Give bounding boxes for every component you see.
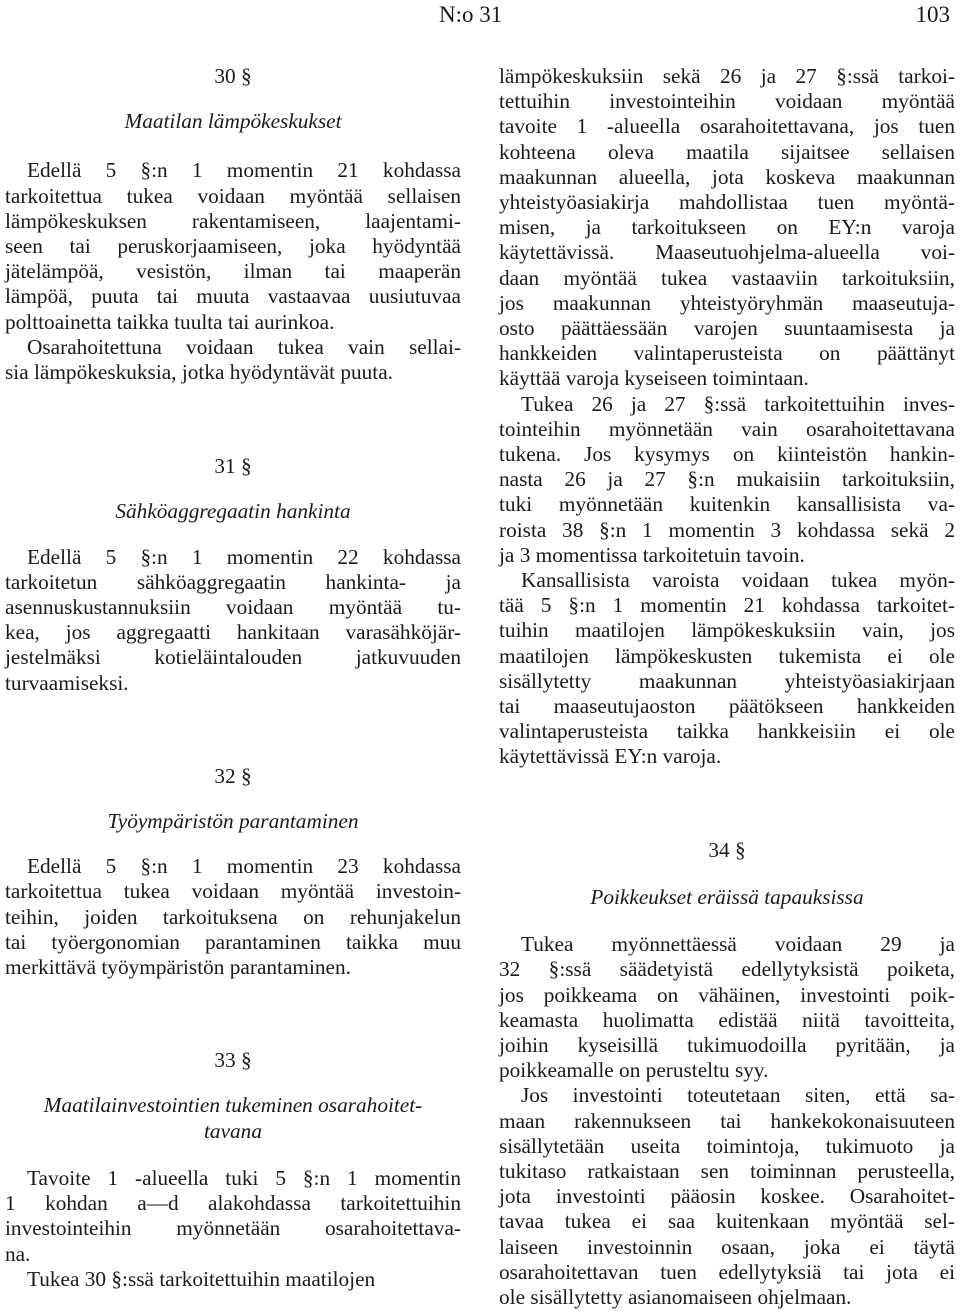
text-line: ja 3 momentissa tarkoitetuin tavoin. [499,542,805,567]
text-line: 1 kohdan a—d alakohdassa tarkoitettuihin [5,1191,461,1216]
section-30-number: 30 § [214,64,252,88]
text-line: lämpöä, puuta tai muuta vastaavaa uusiutuvaa [5,284,461,309]
text-line: osto päättäessään varojen suuntaamisesta ja [499,316,955,341]
section-33-paragraph-2 [5,1267,461,1292]
text-line: kea, jos aggregaatti hankitaan varasähköjär- [5,620,461,645]
right-column [499,64,955,1310]
section-33-title [5,1093,461,1143]
section-33-number: 33 § [214,1048,252,1073]
text-line: Osarahoitettuna voidaan tukea vain sellai- [27,334,461,359]
text-line: nasta 26 ja 27 §:n mukaisiin tarkoituksiin, [499,467,955,492]
text-line: Maatilainvestointien tukeminen osarahoitet- [43,1093,423,1118]
text-line: seen tai peruskorjaamiseen, joka hyödyntää [5,234,461,259]
text-line: roista 38 §:n 1 momentin 3 kohdassa sekä 2 [499,517,955,542]
text-line: na. [5,1241,31,1266]
text-line: tää 5 §:n 1 momentin 21 kohdassa tarkoitet- [499,593,955,618]
text-line: tukena. Jos kysymys on kiinteistön hankin- [499,442,955,467]
text-line: maatilojen lämpökeskusten tukemista ei ole [499,643,955,668]
section-34-number: 34 § [708,837,746,862]
text-line: Edellä 5 §:n 1 momentin 22 kohdassa [27,544,461,569]
section-32-number: 32 § [214,763,252,788]
text-line: tarkoitetun sähköaggregaatin hankinta- ja [5,569,461,594]
text-line: misen, ja tarkoitukseen on EY:n varoja [499,215,955,240]
text-line: daan myöntää tukea vastaaviin tarkoituksiin, [499,265,955,290]
text-line: tai maaseutujaoston päätökseen hankkeiden [499,694,955,719]
text-line: tointeihin myönnetään vain osarahoitettavana [499,416,955,441]
text-line: tarkoitettua tukea voidaan myöntää sellaisen [5,183,461,208]
continuation-paragraph-1 [499,64,955,392]
text-line: käytettävissä EY:n varoja. [499,744,722,769]
page-number: 103 [915,2,950,27]
text-line: keamasta huolimatta edistää niitä tavoitteita, [499,1007,955,1032]
section-32-title: Työympäristön parantaminen [107,809,359,834]
continuation-paragraph-2 [499,392,955,568]
text-line: tavoite 1 -alueella osarahoitettavana, jos tuen [499,114,955,139]
text-line: tai työergonomian parantaminen taikka muu [5,929,461,954]
section-34-paragraph-1 [499,932,955,1083]
section-31-number: 31 § [214,454,252,479]
text-line: investointeihin myönnetään osarahoitettava- [5,1216,461,1241]
section-30-paragraph-2 [5,335,461,385]
section-32-paragraph-1 [5,854,461,980]
text-line: teihin, joiden tarkoituksena on rehunjakelun [5,904,461,929]
text-line: osarahoitettavan tuen edellytyksiä tai jota ei [499,1259,955,1284]
text-line: ole sisällytetty asianomaiseen ohjelmaan. [499,1284,852,1309]
text-line: turvaamiseksi. [5,670,129,695]
text-line: Edellä 5 §:n 1 momentin 21 kohdassa [27,158,461,183]
text-line: tuki myönnetään kuitenkin kansallisista va- [499,492,955,517]
text-line: polttoainetta taikka tuulta tai aurinkoa. [5,309,335,334]
section-30-title: Maatilan lämpökeskukset [124,109,342,134]
text-line: Tukea 26 ja 27 §:ssä tarkoitettuihin inves- [521,391,955,416]
text-line: käytettävissä. Maaseutuohjelma-alueella voi- [499,240,955,265]
text-line: sisällytetään useita toimintoja, tukimuoto ja [499,1133,955,1158]
text-line: tavaa tukea ei saa kuitenkaan myöntää sel- [499,1209,955,1234]
text-line: jos maakunnan yhteistyöryhmän maaseutuja- [499,290,955,315]
text-line: lämpökeskuksiin sekä 26 ja 27 §:ssä tarkoi- [499,64,955,88]
text-line: sia lämpökeskuksia, jotka hyödyntävät puuta. [5,360,394,385]
left-column [5,64,461,1292]
text-line: kohteena oleva maatila sijaitsee sellaisen [499,139,955,164]
text-line: Kansallisista varoista voidaan tukea myön- [521,568,955,593]
text-line: yhteistyöasiakirja mahdollistaa tuen myöntä- [499,190,955,215]
text-line: Tavoite 1 -alueella tuki 5 §:n 1 momentin [27,1165,461,1190]
text-line: jos poikkeama on vähäinen, investointi poik- [499,982,955,1007]
text-line: merkittävä työympäristön parantaminen. [5,955,351,980]
text-line: maakunnan alueella, jota koskeva maakunnan [499,164,955,189]
text-line: tavana [204,1118,262,1143]
section-34-title: Poikkeukset eräissä tapauksissa [590,884,864,909]
text-line: hankkeiden valintaperusteista on päättänyt [499,341,955,366]
text-line: poikkeamalle on perusteltu syy. [499,1058,769,1083]
text-line: Jos investointi toteutetaan siten, että sa- [521,1083,955,1108]
text-line: asennuskustannuksiin voidaan myöntää tu- [5,595,461,620]
text-line: tukitaso ratkaistaan sen toiminnan perusteella, [499,1158,955,1183]
section-31-paragraph-1 [5,545,461,696]
text-line: valintaperusteista taikka hankkeisiin ei ole [499,719,955,744]
section-33-paragraph-1 [5,1166,461,1267]
text-line: tuihin maatilojen lämpökeskuksiin vain, jos [499,618,955,643]
text-line: maan rakennukseen tai hankekokonaisuuteen [499,1108,955,1133]
text-line: laiseen investoinnin osaan, joka ei täytä [499,1234,955,1259]
text-line: käyttää varoja kyseiseen toimintaan. [499,366,809,391]
section-30-paragraph-1 [5,158,461,334]
text-line: Edellä 5 §:n 1 momentin 23 kohdassa [27,854,461,879]
text-line: joihin kyseisillä tukimuodoilla pyritään, ja [499,1032,955,1057]
section-34-paragraph-2 [499,1083,955,1310]
text-line: tarkoitettua tukea voidaan myöntää investoin- [5,879,461,904]
text-line: jätelämpöä, vesistön, ilman tai maaperän [5,259,461,284]
text-line: jestelmäksi kotieläintalouden jatkuvuuden [5,645,461,670]
continuation-paragraph-3 [499,568,955,770]
text-line: tettuihin investointeihin voidaan myöntää [499,89,955,114]
text-line: sisällytetty maakunnan yhteistyöasiakirjaan [499,668,955,693]
text-line: jota investointi pääosin koskee. Osarahoitet- [499,1184,955,1209]
section-31-title: Sähköaggregaatin hankinta [115,499,351,524]
text-line: Tukea myönnettäessä voidaan 29 ja [521,932,955,957]
text-line: Tukea 30 §:ssä tarkoitettuihin maatilojen [27,1266,376,1291]
text-line: lämpökeskuksen rakentamiseen, laajentami- [5,208,461,233]
text-line: 32 §:ssä säädetyistä edellytyksistä poiketa, [499,957,955,982]
issue-number: N:o 31 [439,2,503,27]
